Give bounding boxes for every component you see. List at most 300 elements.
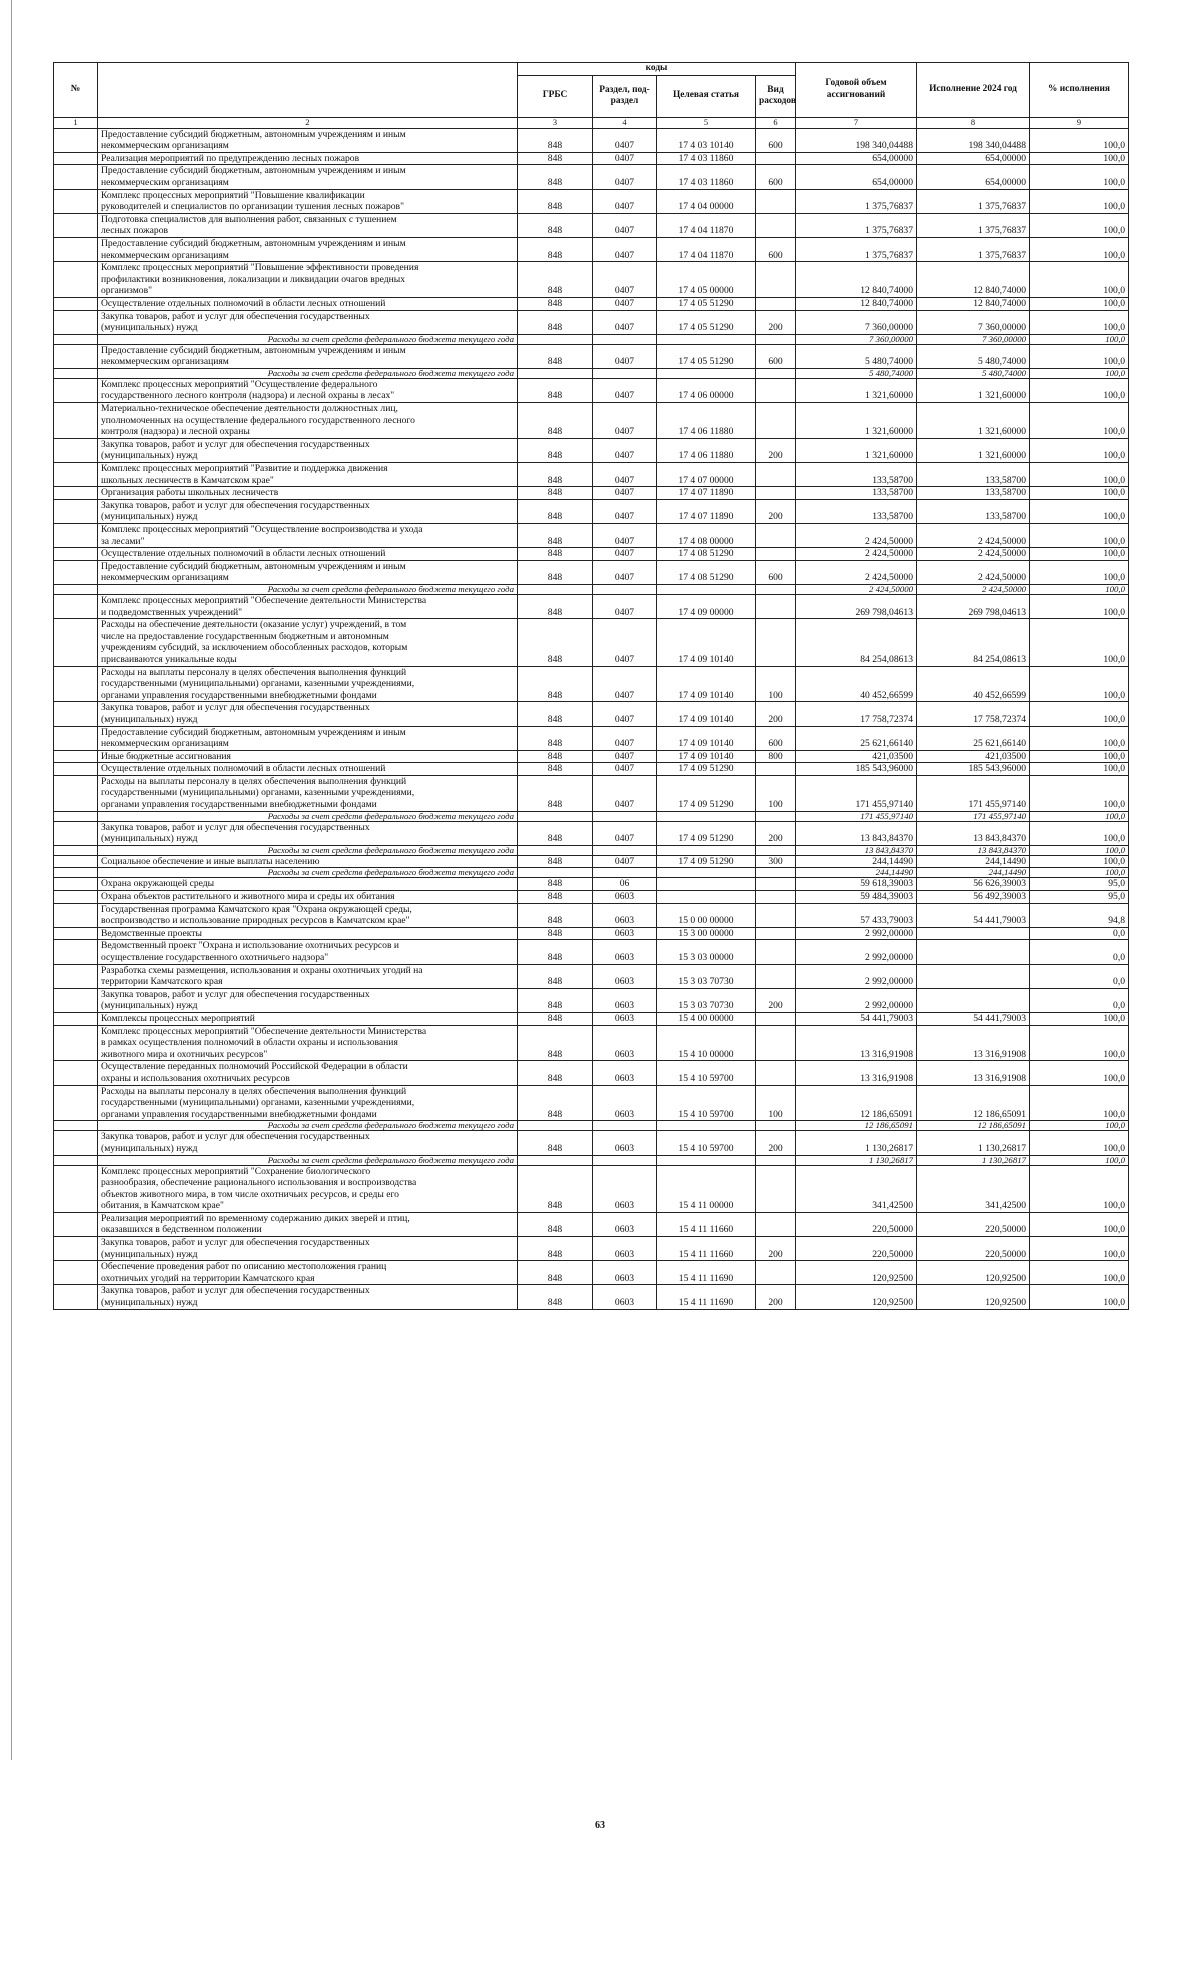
grbs-cell bbox=[518, 584, 593, 594]
plan-cell: 244,14490 bbox=[796, 855, 917, 868]
section-cell: 0603 bbox=[593, 927, 657, 940]
target-cell: 15 4 11 11690 bbox=[657, 1285, 756, 1309]
row-number-cell bbox=[54, 237, 98, 261]
section-cell: 0603 bbox=[593, 1237, 657, 1261]
row-name-cell: Закупка товаров, работ и услуг для обеспечения государственных (муниципальных) нужд bbox=[98, 1131, 518, 1155]
grbs-cell: 848 bbox=[518, 903, 593, 927]
row-name-cell: Расходы на обеспечение деятельности (оказание услуг) учреждений, в том числе на предоставление государственным бюджетным и автономным учреждениям субсидий, за исключением обособленных расходов, которым присваиваются уникальные коды bbox=[98, 619, 518, 666]
pct-cell: 100,0 bbox=[1030, 262, 1129, 298]
kind-cell: 600 bbox=[756, 344, 796, 368]
row-number-cell bbox=[54, 1061, 98, 1085]
kind-cell: 200 bbox=[756, 1131, 796, 1155]
target-cell: 15 4 10 00000 bbox=[657, 1025, 756, 1061]
exec-cell: 220,50000 bbox=[917, 1237, 1030, 1261]
target-cell: 15 4 10 59700 bbox=[657, 1061, 756, 1085]
grbs-cell: 848 bbox=[518, 487, 593, 500]
table-row bbox=[54, 1165, 1129, 1212]
pct-cell: 100,0 bbox=[1030, 189, 1129, 213]
pct-cell: 100,0 bbox=[1030, 726, 1129, 750]
pct-cell: 100,0 bbox=[1030, 334, 1129, 344]
row-name-cell: Закупка товаров, работ и услуг для обеспечения государственных (муниципальных) нужд bbox=[98, 821, 518, 845]
target-cell bbox=[657, 368, 756, 378]
grbs-cell bbox=[518, 334, 593, 344]
grbs-cell: 848 bbox=[518, 1165, 593, 1212]
kind-cell: 600 bbox=[756, 128, 796, 152]
pct-cell: 100,0 bbox=[1030, 1121, 1129, 1131]
plan-cell: 13 843,84370 bbox=[796, 821, 917, 845]
pct-cell: 95,0 bbox=[1030, 891, 1129, 904]
row-number-cell bbox=[54, 297, 98, 310]
federal-subtotal-row bbox=[54, 1121, 1129, 1131]
row-number-cell bbox=[54, 463, 98, 487]
pct-cell: 100,0 bbox=[1030, 1061, 1129, 1085]
plan-cell: 171 455,97140 bbox=[796, 811, 917, 821]
row-number-cell bbox=[54, 811, 98, 821]
plan-cell: 120,92500 bbox=[796, 1285, 917, 1309]
exec-cell: 120,92500 bbox=[917, 1285, 1030, 1309]
header-grbs: ГРБС bbox=[518, 75, 593, 117]
row-number-cell bbox=[54, 1025, 98, 1061]
pct-cell: 100,0 bbox=[1030, 750, 1129, 763]
grbs-cell bbox=[518, 811, 593, 821]
row-name-cell: Предоставление субсидий бюджетным, автономным учреждениям и иным некоммерческим организациям bbox=[98, 560, 518, 584]
target-cell: 17 4 09 51290 bbox=[657, 855, 756, 868]
exec-cell: 2 424,50000 bbox=[917, 524, 1030, 548]
row-number-cell bbox=[54, 726, 98, 750]
section-cell: 0407 bbox=[593, 524, 657, 548]
row-name-cell: Иные бюджетные ассигнования bbox=[98, 750, 518, 763]
target-cell bbox=[657, 334, 756, 344]
pct-cell: 100,0 bbox=[1030, 1025, 1129, 1061]
table-row bbox=[54, 1061, 1129, 1085]
section-cell: 0407 bbox=[593, 548, 657, 561]
target-cell: 15 3 00 00000 bbox=[657, 927, 756, 940]
target-cell: 17 4 09 10140 bbox=[657, 619, 756, 666]
section-cell bbox=[593, 584, 657, 594]
exec-cell: 13 316,91908 bbox=[917, 1061, 1030, 1085]
row-number-cell bbox=[54, 487, 98, 500]
table-row bbox=[54, 487, 1129, 500]
row-name-cell: Предоставление субсидий бюджетным, автономным учреждениям и иным некоммерческим организациям bbox=[98, 128, 518, 152]
row-number-cell bbox=[54, 619, 98, 666]
federal-subtotal-row bbox=[54, 1155, 1129, 1165]
row-number-cell bbox=[54, 903, 98, 927]
table-row bbox=[54, 878, 1129, 891]
pct-cell: 100,0 bbox=[1030, 213, 1129, 237]
pct-cell: 0,0 bbox=[1030, 927, 1129, 940]
row-name-cell: Комплексы процессных мероприятий bbox=[98, 1012, 518, 1025]
row-number-cell bbox=[54, 334, 98, 344]
target-cell: 17 4 07 11890 bbox=[657, 487, 756, 500]
section-cell: 0603 bbox=[593, 964, 657, 988]
target-cell bbox=[657, 1121, 756, 1131]
header-kind: Вид расходов bbox=[756, 75, 796, 117]
table-row bbox=[54, 666, 1129, 702]
pct-cell: 100,0 bbox=[1030, 152, 1129, 165]
pct-cell: 100,0 bbox=[1030, 499, 1129, 523]
exec-cell: 269 798,04613 bbox=[917, 594, 1030, 618]
row-name-cell: Расходы за счет средств федерального бюджета текущего года bbox=[98, 811, 518, 821]
kind-cell bbox=[756, 378, 796, 402]
exec-cell: 84 254,08613 bbox=[917, 619, 1030, 666]
row-number-cell bbox=[54, 165, 98, 189]
row-number-cell bbox=[54, 891, 98, 904]
exec-cell: 654,00000 bbox=[917, 152, 1030, 165]
exec-cell: 7 360,00000 bbox=[917, 334, 1030, 344]
kind-cell bbox=[756, 927, 796, 940]
exec-cell: 171 455,97140 bbox=[917, 775, 1030, 811]
plan-cell: 133,58700 bbox=[796, 487, 917, 500]
exec-cell: 2 424,50000 bbox=[917, 548, 1030, 561]
exec-cell bbox=[917, 940, 1030, 964]
row-name-cell: Обеспечение проведения работ по описанию местоположения границ охотничьих угодий на территории Камчатского края bbox=[98, 1261, 518, 1285]
pct-cell: 100,0 bbox=[1030, 1261, 1129, 1285]
row-name-cell: Осуществление отдельных полномочий в области лесных отношений bbox=[98, 297, 518, 310]
header-plan: Годовой объем ассигнований bbox=[796, 63, 917, 118]
row-name-cell: Закупка товаров, работ и услуг для обеспечения государственных (муниципальных) нужд bbox=[98, 438, 518, 462]
table-row bbox=[54, 403, 1129, 439]
exec-cell: 133,58700 bbox=[917, 499, 1030, 523]
header-codes: коды bbox=[518, 63, 796, 76]
section-cell bbox=[593, 1121, 657, 1131]
exec-cell: 133,58700 bbox=[917, 487, 1030, 500]
target-cell: 17 4 03 10140 bbox=[657, 128, 756, 152]
exec-cell bbox=[917, 988, 1030, 1012]
table-row bbox=[54, 548, 1129, 561]
column-number: 3 bbox=[518, 117, 593, 128]
row-number-cell bbox=[54, 1155, 98, 1165]
kind-cell: 200 bbox=[756, 821, 796, 845]
section-cell: 0407 bbox=[593, 775, 657, 811]
plan-cell: 2 424,50000 bbox=[796, 524, 917, 548]
plan-cell: 1 375,76837 bbox=[796, 237, 917, 261]
kind-cell bbox=[756, 463, 796, 487]
kind-cell bbox=[756, 189, 796, 213]
row-name-cell: Комплекс процессных мероприятий "Осуществление федерального государственного лесного контроля (надзора) и лесной охраны в лесах" bbox=[98, 378, 518, 402]
target-cell bbox=[657, 584, 756, 594]
kind-cell: 100 bbox=[756, 666, 796, 702]
target-cell: 17 4 07 00000 bbox=[657, 463, 756, 487]
section-cell: 0603 bbox=[593, 1131, 657, 1155]
plan-cell: 12 186,65091 bbox=[796, 1085, 917, 1121]
row-number-cell bbox=[54, 368, 98, 378]
exec-cell: 2 424,50000 bbox=[917, 584, 1030, 594]
plan-cell: 7 360,00000 bbox=[796, 334, 917, 344]
grbs-cell: 848 bbox=[518, 1012, 593, 1025]
exec-cell: 133,58700 bbox=[917, 463, 1030, 487]
target-cell: 15 3 03 00000 bbox=[657, 940, 756, 964]
grbs-cell: 848 bbox=[518, 403, 593, 439]
row-name-cell: Расходы за счет средств федерального бюджета текущего года bbox=[98, 334, 518, 344]
row-number-cell bbox=[54, 927, 98, 940]
federal-subtotal-row bbox=[54, 845, 1129, 855]
header-name bbox=[98, 63, 518, 118]
kind-cell bbox=[756, 403, 796, 439]
target-cell: 17 4 04 11870 bbox=[657, 213, 756, 237]
plan-cell: 2 992,00000 bbox=[796, 927, 917, 940]
grbs-cell: 848 bbox=[518, 297, 593, 310]
section-cell: 0603 bbox=[593, 1212, 657, 1236]
kind-cell bbox=[756, 1261, 796, 1285]
row-name-cell: Закупка товаров, работ и услуг для обеспечения государственных (муниципальных) нужд bbox=[98, 988, 518, 1012]
grbs-cell: 848 bbox=[518, 438, 593, 462]
pct-cell: 100,0 bbox=[1030, 619, 1129, 666]
grbs-cell: 848 bbox=[518, 152, 593, 165]
section-cell: 0407 bbox=[593, 152, 657, 165]
grbs-cell: 848 bbox=[518, 1025, 593, 1061]
row-number-cell bbox=[54, 878, 98, 891]
pct-cell: 0,0 bbox=[1030, 964, 1129, 988]
plan-cell: 13 316,91908 bbox=[796, 1025, 917, 1061]
kind-cell bbox=[756, 334, 796, 344]
plan-cell: 54 441,79003 bbox=[796, 1012, 917, 1025]
target-cell bbox=[657, 878, 756, 891]
row-number-cell bbox=[54, 524, 98, 548]
table-row bbox=[54, 1261, 1129, 1285]
exec-cell: 17 758,72374 bbox=[917, 702, 1030, 726]
row-number-cell bbox=[54, 845, 98, 855]
kind-cell bbox=[756, 763, 796, 776]
row-name-cell: Осуществление отдельных полномочий в области лесных отношений bbox=[98, 548, 518, 561]
row-name-cell: Комплекс процессных мероприятий "Сохранение биологического разнообразия, обеспечение рационального использования и воспроизводства объектов животного мира, в том числе охотничьих ресурсов, и среды его обитания, в Камчатском крае" bbox=[98, 1165, 518, 1212]
pct-cell: 100,0 bbox=[1030, 524, 1129, 548]
kind-cell bbox=[756, 1025, 796, 1061]
pct-cell: 100,0 bbox=[1030, 1012, 1129, 1025]
kind-cell bbox=[756, 584, 796, 594]
kind-cell: 200 bbox=[756, 988, 796, 1012]
grbs-cell: 848 bbox=[518, 1061, 593, 1085]
section-cell bbox=[593, 1155, 657, 1165]
federal-subtotal-row bbox=[54, 868, 1129, 878]
plan-cell: 220,50000 bbox=[796, 1212, 917, 1236]
table-row bbox=[54, 262, 1129, 298]
grbs-cell bbox=[518, 868, 593, 878]
target-cell bbox=[657, 1155, 756, 1165]
row-name-cell: Охрана окружающей среды bbox=[98, 878, 518, 891]
plan-cell: 269 798,04613 bbox=[796, 594, 917, 618]
grbs-cell: 848 bbox=[518, 1085, 593, 1121]
plan-cell: 1 321,60000 bbox=[796, 378, 917, 402]
section-cell: 0407 bbox=[593, 821, 657, 845]
section-cell: 0407 bbox=[593, 189, 657, 213]
kind-cell bbox=[756, 811, 796, 821]
section-cell: 0407 bbox=[593, 165, 657, 189]
plan-cell: 244,14490 bbox=[796, 868, 917, 878]
header-number: № bbox=[54, 63, 98, 118]
pct-cell: 100,0 bbox=[1030, 855, 1129, 868]
grbs-cell: 848 bbox=[518, 189, 593, 213]
exec-cell: 54 441,79003 bbox=[917, 1012, 1030, 1025]
plan-cell: 13 316,91908 bbox=[796, 1061, 917, 1085]
pct-cell: 100,0 bbox=[1030, 128, 1129, 152]
row-name-cell: Закупка товаров, работ и услуг для обеспечения государственных (муниципальных) нужд bbox=[98, 702, 518, 726]
exec-cell: 1 130,26817 bbox=[917, 1131, 1030, 1155]
header-section: Раздел, под-раздел bbox=[593, 75, 657, 117]
target-cell: 17 4 09 10140 bbox=[657, 666, 756, 702]
plan-cell: 1 130,26817 bbox=[796, 1131, 917, 1155]
plan-cell: 341,42500 bbox=[796, 1165, 917, 1212]
table-row bbox=[54, 152, 1129, 165]
section-cell: 0407 bbox=[593, 702, 657, 726]
grbs-cell: 848 bbox=[518, 344, 593, 368]
section-cell: 0407 bbox=[593, 763, 657, 776]
section-cell: 0603 bbox=[593, 940, 657, 964]
section-cell: 0603 bbox=[593, 1261, 657, 1285]
header-exec: Исполнение 2024 год bbox=[917, 63, 1030, 118]
target-cell: 17 4 05 51290 bbox=[657, 344, 756, 368]
header-pct: % исполнения bbox=[1030, 63, 1129, 118]
row-name-cell: Предоставление субсидий бюджетным, автономным учреждениям и иным некоммерческим организациям bbox=[98, 165, 518, 189]
table-row bbox=[54, 378, 1129, 402]
grbs-cell: 848 bbox=[518, 726, 593, 750]
target-cell: 17 4 06 11880 bbox=[657, 403, 756, 439]
table-row bbox=[54, 891, 1129, 904]
row-name-cell: Организация работы школьных лесничеств bbox=[98, 487, 518, 500]
exec-cell: 12 840,74000 bbox=[917, 262, 1030, 298]
row-name-cell: Реализация мероприятий по предупреждению лесных пожаров bbox=[98, 152, 518, 165]
plan-cell: 171 455,97140 bbox=[796, 775, 917, 811]
table-row bbox=[54, 1012, 1129, 1025]
pct-cell: 100,0 bbox=[1030, 378, 1129, 402]
kind-cell: 600 bbox=[756, 165, 796, 189]
exec-cell: 40 452,66599 bbox=[917, 666, 1030, 702]
table-row bbox=[54, 463, 1129, 487]
table-row bbox=[54, 344, 1129, 368]
column-number: 9 bbox=[1030, 117, 1129, 128]
target-cell: 15 3 03 70730 bbox=[657, 964, 756, 988]
exec-cell: 1 375,76837 bbox=[917, 213, 1030, 237]
kind-cell bbox=[756, 213, 796, 237]
table-row bbox=[54, 619, 1129, 666]
target-cell: 17 4 06 11880 bbox=[657, 438, 756, 462]
exec-cell: 12 840,74000 bbox=[917, 297, 1030, 310]
row-name-cell: Социальное обеспечение и иные выплаты населению bbox=[98, 855, 518, 868]
grbs-cell: 848 bbox=[518, 1212, 593, 1236]
exec-cell bbox=[917, 927, 1030, 940]
exec-cell: 120,92500 bbox=[917, 1261, 1030, 1285]
section-cell: 0407 bbox=[593, 128, 657, 152]
table-row bbox=[54, 499, 1129, 523]
exec-cell: 1 321,60000 bbox=[917, 438, 1030, 462]
grbs-cell: 848 bbox=[518, 855, 593, 868]
kind-cell bbox=[756, 1155, 796, 1165]
grbs-cell: 848 bbox=[518, 524, 593, 548]
grbs-cell: 848 bbox=[518, 237, 593, 261]
plan-cell: 13 843,84370 bbox=[796, 845, 917, 855]
section-cell: 0407 bbox=[593, 297, 657, 310]
row-name-cell: Осуществление переданных полномочий Российской Федерации в области охраны и использования охотничьих ресурсов bbox=[98, 1061, 518, 1085]
section-cell: 0603 bbox=[593, 891, 657, 904]
table-row bbox=[54, 560, 1129, 584]
row-number-cell bbox=[54, 1237, 98, 1261]
plan-cell: 1 321,60000 bbox=[796, 403, 917, 439]
grbs-cell: 848 bbox=[518, 891, 593, 904]
pct-cell: 100,0 bbox=[1030, 666, 1129, 702]
plan-cell: 12 840,74000 bbox=[796, 262, 917, 298]
kind-cell bbox=[756, 1061, 796, 1085]
column-number-row bbox=[54, 117, 1129, 128]
table-row bbox=[54, 855, 1129, 868]
table-row bbox=[54, 702, 1129, 726]
pct-cell: 100,0 bbox=[1030, 368, 1129, 378]
pct-cell: 95,0 bbox=[1030, 878, 1129, 891]
grbs-cell: 848 bbox=[518, 988, 593, 1012]
kind-cell: 600 bbox=[756, 560, 796, 584]
kind-cell: 800 bbox=[756, 750, 796, 763]
target-cell: 17 4 09 51290 bbox=[657, 821, 756, 845]
row-number-cell bbox=[54, 128, 98, 152]
plan-cell: 12 840,74000 bbox=[796, 297, 917, 310]
row-name-cell: Предоставление субсидий бюджетным, автономным учреждениям и иным некоммерческим организациям bbox=[98, 237, 518, 261]
pct-cell: 100,0 bbox=[1030, 845, 1129, 855]
table-row bbox=[54, 763, 1129, 776]
target-cell: 17 4 09 00000 bbox=[657, 594, 756, 618]
plan-cell: 12 186,65091 bbox=[796, 1121, 917, 1131]
section-cell: 0407 bbox=[593, 378, 657, 402]
row-number-cell bbox=[54, 310, 98, 334]
plan-cell: 5 480,74000 bbox=[796, 368, 917, 378]
table-row bbox=[54, 1237, 1129, 1261]
pct-cell: 100,0 bbox=[1030, 165, 1129, 189]
target-cell: 17 4 05 51290 bbox=[657, 310, 756, 334]
kind-cell: 200 bbox=[756, 1237, 796, 1261]
table-row bbox=[54, 438, 1129, 462]
exec-cell: 56 626,39003 bbox=[917, 878, 1030, 891]
table-row bbox=[54, 1212, 1129, 1236]
column-number: 5 bbox=[657, 117, 756, 128]
row-name-cell: Ведомственные проекты bbox=[98, 927, 518, 940]
row-number-cell bbox=[54, 438, 98, 462]
row-name-cell: Подготовка специалистов для выполнения работ, связанных с тушением лесных пожаров bbox=[98, 213, 518, 237]
section-cell: 0407 bbox=[593, 403, 657, 439]
target-cell: 15 3 03 70730 bbox=[657, 988, 756, 1012]
row-number-cell bbox=[54, 1085, 98, 1121]
table-row bbox=[54, 189, 1129, 213]
kind-cell bbox=[756, 619, 796, 666]
row-name-cell: Закупка товаров, работ и услуг для обеспечения государственных (муниципальных) нужд bbox=[98, 310, 518, 334]
row-name-cell: Осуществление отдельных полномочий в области лесных отношений bbox=[98, 763, 518, 776]
exec-cell: 7 360,00000 bbox=[917, 310, 1030, 334]
row-name-cell: Закупка товаров, работ и услуг для обеспечения государственных (муниципальных) нужд bbox=[98, 1237, 518, 1261]
plan-cell: 654,00000 bbox=[796, 152, 917, 165]
pct-cell: 100,0 bbox=[1030, 344, 1129, 368]
section-cell: 0603 bbox=[593, 1012, 657, 1025]
grbs-cell bbox=[518, 368, 593, 378]
grbs-cell: 848 bbox=[518, 310, 593, 334]
section-cell bbox=[593, 868, 657, 878]
grbs-cell: 848 bbox=[518, 499, 593, 523]
grbs-cell: 848 bbox=[518, 1131, 593, 1155]
plan-cell: 198 340,04488 bbox=[796, 128, 917, 152]
row-name-cell: Закупка товаров, работ и услуг для обеспечения государственных (муниципальных) нужд bbox=[98, 1285, 518, 1309]
exec-cell: 56 492,39003 bbox=[917, 891, 1030, 904]
row-number-cell bbox=[54, 1165, 98, 1212]
table-row bbox=[54, 165, 1129, 189]
exec-cell: 244,14490 bbox=[917, 868, 1030, 878]
target-cell bbox=[657, 811, 756, 821]
row-number-cell bbox=[54, 1121, 98, 1131]
budget-execution-table bbox=[53, 62, 1129, 1310]
row-name-cell: Расходы на выплаты персоналу в целях обеспечения выполнения функций государственными (муниципальными) органами, казенными учреждениями, органами управления государственными внебюджетными фондами bbox=[98, 666, 518, 702]
column-number: 7 bbox=[796, 117, 917, 128]
section-cell: 0603 bbox=[593, 1285, 657, 1309]
exec-cell: 198 340,04488 bbox=[917, 128, 1030, 152]
row-name-cell: Предоставление субсидий бюджетным, автономным учреждениям и иным некоммерческим организациям bbox=[98, 344, 518, 368]
section-cell: 0407 bbox=[593, 750, 657, 763]
kind-cell bbox=[756, 548, 796, 561]
section-cell: 0407 bbox=[593, 499, 657, 523]
kind-cell: 600 bbox=[756, 726, 796, 750]
